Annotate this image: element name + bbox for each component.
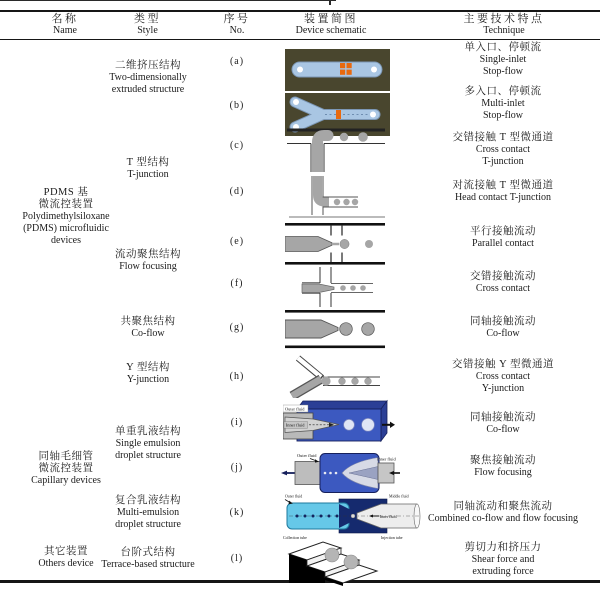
row-no-c: (c) [229,140,245,151]
outer-fluid-label: Outer fluid [297,453,317,458]
table-top-rule [0,10,600,12]
schematic-h-y-junction [285,352,385,398]
inner-fluid-label: Inner fluid [377,456,396,462]
header-style: 类型 Style [134,13,161,36]
header-no: 序号 No. [223,13,251,36]
middle-fluid-label: Middle fluid [389,494,409,499]
row-no-l: (l) [230,553,244,564]
dispersed-stream [285,320,338,338]
droplet [350,285,356,291]
technique-h: 交错接触 Y 型微通道 Cross contact Y-junction [452,359,554,394]
droplet [362,418,375,431]
droplet [329,472,332,475]
schematic-j-flow-focusing-capillary [281,450,401,496]
dispersed-fluid [318,136,329,173]
technique-f: 交错接触流动 Cross contact [470,271,536,294]
schematic-c-t-junction [287,127,385,172]
style-flow-focusing: 流动聚焦结构 Flow focusing [115,249,181,272]
schematic-g-co-flow [285,308,385,350]
row-no-b: (b) [229,100,245,111]
droplet [334,199,340,205]
channel [292,62,382,77]
row-no-h: (h) [229,371,245,382]
row-no-f: (f) [230,278,244,289]
caption-remnant-line [0,0,336,1]
name-group-pdms: PDMS 基 微流控装置 Polydimethylsiloxane (PDMS) microfluidic devices [22,187,110,246]
style-single-emulsion: 单重乳液结构 Single emulsion droplet structure [115,426,181,461]
technique-c: 交错接触 T 型微通道 Cross contact T-junction [452,132,554,167]
caption-remnant-tick [329,1,331,5]
row-no-a: (a) [229,56,245,67]
outer-fluid-label: Outer fluid [285,494,303,499]
injection-tube-label: Injection tube [381,536,403,540]
droplet [360,285,366,291]
droplet [344,419,355,430]
name-group-capillary: 同轴毛细管 微流控装置 Capillary devices [31,451,101,486]
droplet [340,285,346,291]
header-schematic: 装置简图 Device schematic [295,13,367,36]
style-co-flow: 共聚焦结构 Co-flow [120,316,176,339]
droplet [340,323,353,336]
inlet-port [297,67,303,73]
inner-fluid-label: Inner fluid [380,515,397,519]
dispersed-stream [285,237,332,252]
row-no-k: (k) [229,507,245,518]
row-no-j: (j) [230,462,244,473]
outlet-port [370,112,376,118]
droplet [365,240,373,248]
dispersed-stream [302,284,334,293]
technique-b: 多入口、停顿流 Multi-inlet Stop-flow [464,86,542,121]
technique-j: 聚焦接触流动 Flow focusing [470,455,536,478]
technique-l: 剪切力和挤压力 Shear force and extruding force [464,542,542,577]
droplet [324,472,327,475]
droplet [325,548,339,562]
orange-valve [336,110,341,119]
lower-arm-fluid [292,379,321,396]
technique-g: 同轴接触流动 Co-flow [470,316,536,339]
header-technique: 主要技术特点 Technique [463,13,545,36]
schematic-i-coflow-capillary [283,396,395,449]
outlet-port [371,67,377,73]
droplet [335,472,338,475]
technique-a: 单入口、停顿流 Single-inlet Stop-flow [464,42,542,77]
row-no-i: (i) [230,417,244,428]
droplet [344,555,358,569]
style-t-junction: T 型结构 T-junction [126,157,170,180]
technique-k: 同轴流动和聚焦流动 Combined co-flow and flow focusing [428,501,578,524]
name-group-others: 其它装置 Others device [38,546,94,569]
droplet [362,323,375,336]
collection-tube [295,462,320,485]
inlet-port [293,99,299,105]
droplet [340,239,349,248]
row-no-g: (g) [229,322,245,333]
droplet [352,378,359,385]
droplet [339,378,346,385]
row-no-e: (e) [229,236,245,247]
collection-tube-label: Collection tube [283,536,307,540]
technique-d: 对流接触 T 型微通道 Head contact T-junction [452,180,554,203]
droplet [352,199,358,205]
nozzle-droplet [351,514,355,518]
schematic-k-combined-capillary [281,492,423,540]
junction-blob [321,376,330,385]
header-bottom-rule [0,39,600,40]
droplet [358,132,368,142]
droplet [365,378,372,385]
style-multi-emulsion: 复合乳液结构 Multi-emulsion droplet structure [115,495,181,530]
style-2d-extruded: 二维挤压结构 Two-dimensionally extruded structure [109,60,187,95]
schematic-e-flow-focusing [285,222,385,266]
outflow-arrow [390,422,395,428]
droplet [343,199,349,205]
style-y-junction: Y 型结构 Y-junction [126,362,170,385]
outer-fluid-label: Outer fluid [285,406,305,412]
technique-i: 同轴接触流动 Co-flow [470,412,536,435]
inner-fluid-label: Inner fluid [285,422,305,428]
schematic-a-straight-chip [285,49,390,91]
style-terrace: 台阶式结构 Terrace-based structure [101,547,195,570]
schematic-d-head-contact-t-junction [289,176,385,218]
schematic-f-cross-contact [295,267,375,307]
header-name: 名称 Name [51,13,79,36]
technique-e: 平行接触流动 Parallel contact [470,226,536,249]
row-no-d: (d) [229,186,245,197]
schematic-l-terrace-structure [285,538,397,586]
droplet [340,133,348,141]
